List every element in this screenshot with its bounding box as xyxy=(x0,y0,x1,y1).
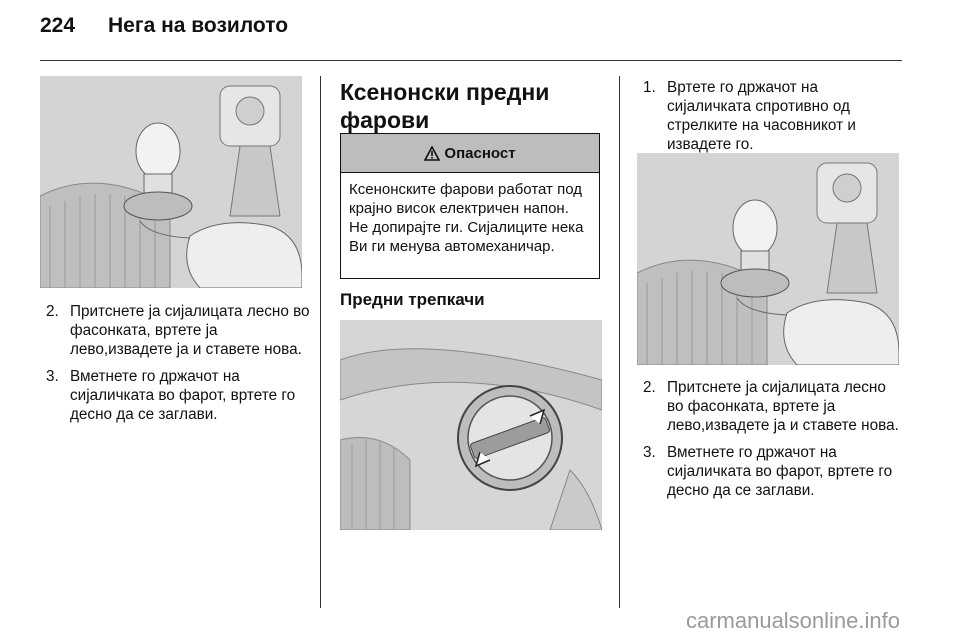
section-title: Ксенонски предни фарови xyxy=(340,79,550,133)
step-number: 2. xyxy=(46,303,59,320)
danger-box xyxy=(340,133,600,279)
danger-header xyxy=(341,134,599,173)
step-number: 2. xyxy=(643,379,656,396)
danger-text: Ксенонските фарови работат под крајно висок електричен напон. Не допирајте ги. Сијалиците нека Ви ги менува автомеханичар. xyxy=(349,181,584,255)
column-divider-right xyxy=(619,76,620,608)
danger-label: Опасност xyxy=(444,144,516,162)
right-steps-list-top xyxy=(643,78,905,162)
watermark: carmanualsonline.info xyxy=(685,608,900,633)
step-number: 3. xyxy=(46,368,59,385)
step-text: Вметнете го држачот на сијаличката во фарот, вртете го десно да се заглави. xyxy=(70,368,296,423)
right-steps-list-bottom xyxy=(643,378,905,508)
list-item xyxy=(46,302,311,359)
subheading: Предни трепкачи xyxy=(340,290,485,309)
list-item xyxy=(643,78,905,154)
page-title: Нега на возилото xyxy=(108,14,289,37)
step-text: Притснете ја сијалицата лесно во фасонката, вртете ја лево,извадете ја и ставете нова. xyxy=(667,379,899,434)
column-divider-left xyxy=(320,76,321,608)
step-text: Притснете ја сијалицата лесно во фасонката, вртете ја лево,извадете ја и ставете нова. xyxy=(70,303,310,358)
list-item xyxy=(46,367,311,424)
step-number: 1. xyxy=(643,79,656,96)
page-header xyxy=(40,14,288,38)
headlamp-cap-illustration xyxy=(340,320,602,530)
step-text: Вртете го држачот на сијаличката спротивно од стрелките на часовникот и извадете го. xyxy=(667,79,856,153)
header-rule xyxy=(40,60,902,61)
step-number: 3. xyxy=(643,444,656,461)
list-item xyxy=(643,443,905,500)
list-item xyxy=(643,378,905,435)
warning-icon xyxy=(424,146,440,161)
page-number: 224 xyxy=(40,14,76,37)
left-steps-list xyxy=(46,302,311,432)
bulb-holder-illustration-2 xyxy=(637,153,899,365)
bulb-holder-illustration xyxy=(40,76,302,288)
step-text: Вметнете го држачот на сијаличката во фарот, вртете го десно да се заглави. xyxy=(667,444,893,499)
